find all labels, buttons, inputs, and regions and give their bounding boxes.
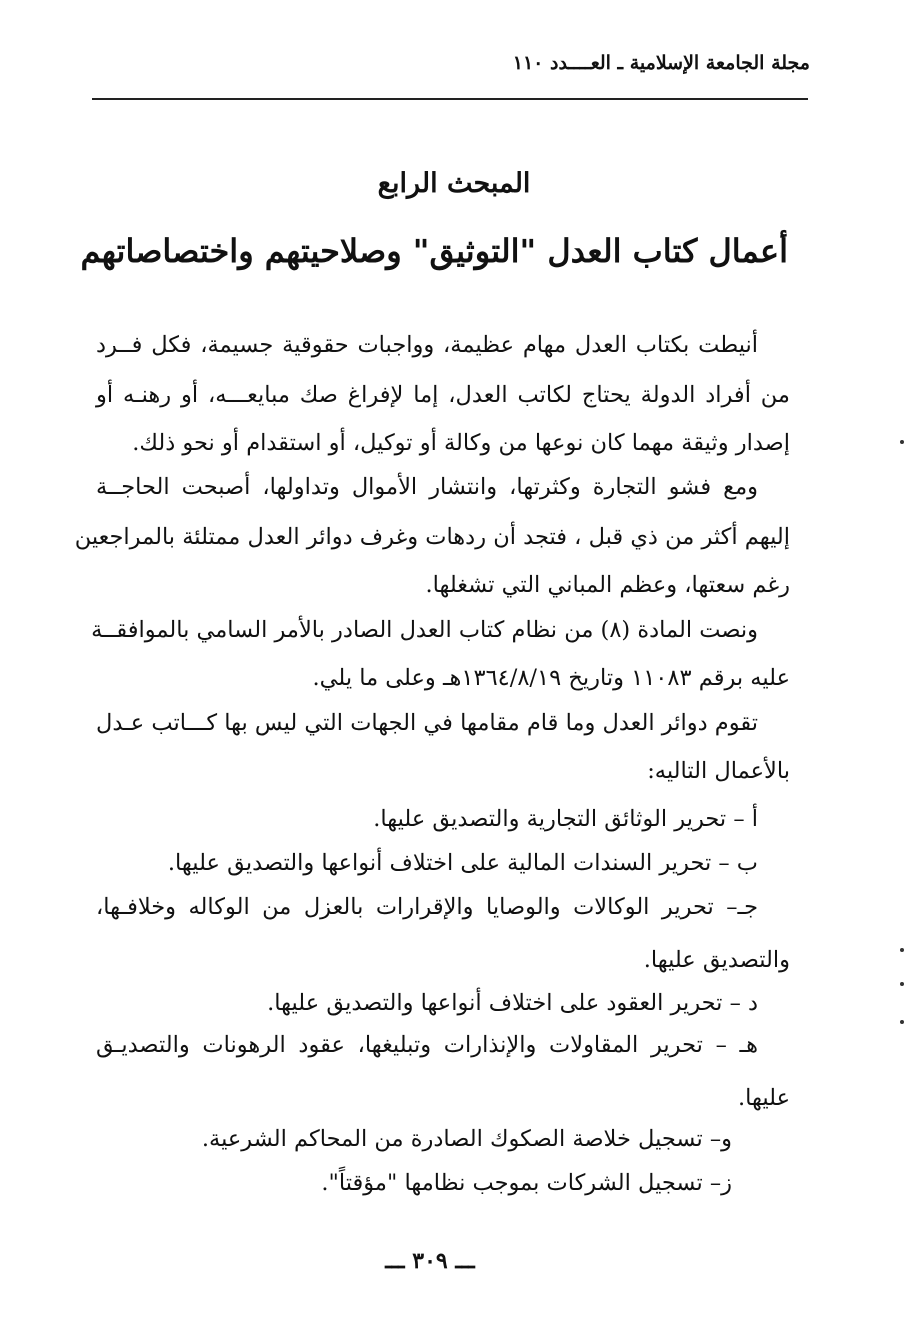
- scan-mark: [900, 440, 904, 444]
- list-item: ب – تحرير السندات المالية على اختلاف أنواعها والتصديق عليها.: [167, 850, 758, 876]
- paragraph-line: رغم سعتها، وعظم المباني التي تشغلها.: [425, 572, 790, 598]
- page-number: ـــ ٣٠٩ ـــ: [385, 1248, 475, 1274]
- section-label: المبحث الرابع: [377, 168, 531, 199]
- list-item: هـ – تحرير المقاولات والإنذارات وتبليغها، عقود الرهونات والتصديـق: [96, 1032, 758, 1058]
- section-title: أعمال كتاب العدل "التوثيق" وصلاحيتهم واختصاصاتهم: [80, 232, 788, 270]
- paragraph-line: ونصت المادة (٨) من نظام كتاب العدل الصادر بالأمر السامي بالموافقــة: [91, 617, 758, 643]
- paragraph-line: إصدار وثيقة مهما كان نوعها من وكالة أو توكيل، أو استقدام أو نحو ذلك.: [132, 430, 790, 456]
- paragraph-line: من أفراد الدولة يحتاج لكاتب العدل، إما لإفراغ صك مبايعـــه، أو رهنـه أو: [96, 382, 790, 408]
- paragraph-line: تقوم دوائر العدل وما قام مقامها في الجهات التي ليس بها كـــاتب عـدل: [96, 710, 758, 736]
- list-item: أ – تحرير الوثائق التجارية والتصديق عليها.: [373, 806, 758, 832]
- paragraph-line: إليهم أكثر من ذي قبل ، فتجد أن ردهات وغرف دوائر العدل ممتلئة بالمراجعين: [74, 524, 790, 550]
- list-item-continuation: عليها.: [737, 1085, 790, 1111]
- list-item-continuation: والتصديق عليها.: [643, 947, 790, 973]
- list-item: و– تسجيل خلاصة الصكوك الصادرة من المحاكم الشرعية.: [201, 1126, 732, 1152]
- scan-mark: [900, 948, 904, 952]
- scan-mark: [900, 1020, 904, 1024]
- paragraph-line: عليه برقم ١١٠٨٣ وتاريخ ١٣٦٤/٨/١٩هـ وعلى ما يلي.: [312, 665, 790, 691]
- paragraph-line: بالأعمال التاليه:: [647, 758, 790, 784]
- list-item: د – تحرير العقود على اختلاف أنواعها والتصديق عليها.: [267, 990, 758, 1016]
- running-header: مجلة الجامعة الإسلامية ـ العــــدد ١١٠: [512, 52, 810, 74]
- paragraph-line: ومع فشو التجارة وكثرتها، وانتشار الأموال وتداولها، أصبحت الحاجــة: [96, 474, 758, 500]
- paragraph-line: أنيطت بكتاب العدل مهام عظيمة، وواجبات حقوقية جسيمة، فكل فــرد: [96, 332, 758, 358]
- list-item: ز– تسجيل الشركات بموجب نظامها "مؤقتاً".: [321, 1170, 732, 1196]
- scan-mark: [900, 982, 904, 986]
- list-item: جـ– تحرير الوكالات والوصايا والإقرارات بالعزل من الوكاله وخلافـها،: [96, 894, 758, 920]
- header-divider: [92, 98, 808, 100]
